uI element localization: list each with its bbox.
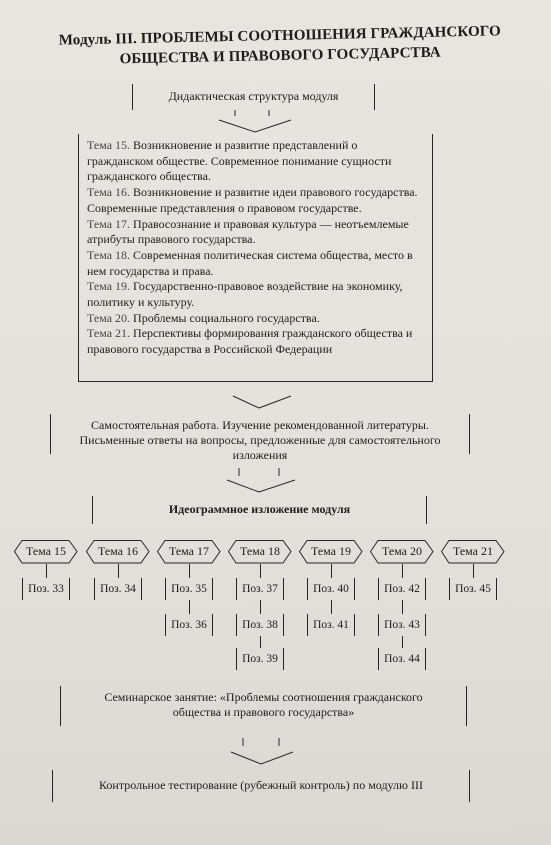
- topics-list: [87, 138, 426, 358]
- theme-label: Тема 18: [239, 544, 281, 558]
- theme-hexagon: [370, 540, 434, 564]
- control-testing-label: Контрольное тестирование (рубежный контроль) по модулю III: [99, 778, 423, 792]
- theme-hexagon: [86, 540, 150, 564]
- topics-box: [78, 134, 433, 382]
- seminar-box: [60, 686, 467, 726]
- topic-item: [87, 217, 426, 248]
- theme-label: Тема 21: [452, 544, 494, 558]
- position-box: Поз. 37: [236, 578, 284, 600]
- position-box: Поз. 45: [449, 578, 497, 600]
- module-title: [45, 21, 516, 71]
- topic-item: [87, 326, 426, 357]
- connector-line: [189, 564, 190, 578]
- seminar-line2: общества и правового государства»: [172, 705, 355, 719]
- theme-label: Тема 16: [97, 544, 139, 558]
- connector-line: [118, 564, 119, 578]
- connector-line: [331, 600, 332, 614]
- didactic-structure-header: [132, 84, 375, 110]
- position-box: Поз. 43: [378, 614, 426, 636]
- seminar-line1: Семинарское занятие: «Проблемы соотношения гражданского: [104, 690, 423, 704]
- position-box: Поз. 44: [378, 648, 426, 670]
- module-title-line1: Модуль III. ПРОБЛЕМЫ СООТНОШЕНИЯ ГРАЖДАНСКОГО: [58, 23, 501, 49]
- topic-label: Тема 17.: [87, 216, 131, 231]
- topic-text: Возникновение и развитие представлений о гражданском обществе. Современное понимание сущности гражданского общества.: [87, 138, 392, 184]
- topic-text: Государственно-правовое воздействие на экономику, политику и культуру.: [87, 279, 403, 310]
- ideogram-header: [92, 496, 427, 524]
- theme-label: Тема 19: [310, 544, 352, 558]
- connector-line: [260, 636, 261, 648]
- arrow-down-2: [215, 382, 315, 412]
- topic-label: Тема 18.: [87, 247, 131, 262]
- topic-text: Проблемы социального государства.: [133, 310, 320, 325]
- position-box: Поз. 38: [236, 614, 284, 636]
- topic-item: [87, 138, 426, 185]
- connector-line: [402, 636, 403, 648]
- theme-label: Тема 20: [381, 544, 423, 558]
- independent-work-line2: Письменные ответы на вопросы, предложенные для самостоятельного изложения: [79, 433, 441, 462]
- topic-item: [87, 279, 426, 310]
- connector-line: [260, 564, 261, 578]
- topic-label: Тема 21.: [87, 326, 131, 341]
- topic-label: Тема 20.: [87, 310, 131, 325]
- topic-label: Тема 19.: [87, 279, 131, 294]
- connector-line: [189, 600, 190, 614]
- theme-label: Тема 17: [168, 544, 210, 558]
- topic-text: Возникновение и развитие идеи правового государства. Современные представления о правовом государстве.: [87, 185, 418, 215]
- theme-hexagon: [157, 540, 221, 564]
- topic-text: Перспективы формирования гражданского общества и правового государства в Российской Федерации: [87, 326, 413, 357]
- connector-line: [331, 564, 332, 578]
- connector-line: [46, 564, 47, 578]
- position-box: Поз. 41: [307, 614, 355, 636]
- position-box: Поз. 33: [22, 578, 70, 600]
- independent-work-line1: Самостоятельная работа. Изучение рекомендованной литературы.: [91, 418, 429, 432]
- position-box: Поз. 36: [165, 614, 213, 636]
- position-box: Поз. 42: [378, 578, 426, 600]
- topic-text: Правосознание и правовая культура — неотъемлемые атрибуты правового государства.: [87, 216, 409, 247]
- control-testing-box: [52, 770, 470, 802]
- position-box: Поз. 35: [165, 578, 213, 600]
- topic-item: [87, 248, 426, 279]
- arrow-down-1: [205, 110, 305, 136]
- position-box: Поз. 34: [94, 578, 142, 600]
- topic-label: Тема 15.: [87, 138, 131, 152]
- topic-label: Тема 16.: [87, 185, 131, 200]
- topic-item: [87, 311, 426, 327]
- theme-hexagon: [299, 540, 363, 564]
- position-box: Поз. 39: [236, 648, 284, 670]
- connector-line: [402, 600, 403, 614]
- didactic-structure-label: Дидактическая структура модуля: [168, 89, 339, 103]
- theme-label: Тема 15: [25, 544, 67, 558]
- independent-work-box: [50, 414, 470, 462]
- module-title-line2: ОБЩЕСТВА И ПРАВОВОГО ГОСУДАРСТВА: [119, 44, 441, 68]
- theme-hexagon: [228, 540, 292, 564]
- position-box: Поз. 40: [307, 578, 355, 600]
- connector-line: [260, 600, 261, 614]
- theme-hexagon: [441, 540, 505, 564]
- topic-item: [87, 185, 426, 216]
- ideogram-header-label: Идеограммное изложение модуля: [168, 502, 351, 516]
- arrow-down-3: [215, 458, 325, 496]
- connector-line: [473, 564, 474, 578]
- theme-hexagon: [14, 540, 78, 564]
- topic-text: Современная политическая система общества, место в нем государства и права.: [87, 247, 413, 278]
- connector-line: [402, 564, 403, 578]
- arrow-down-4: [215, 730, 325, 770]
